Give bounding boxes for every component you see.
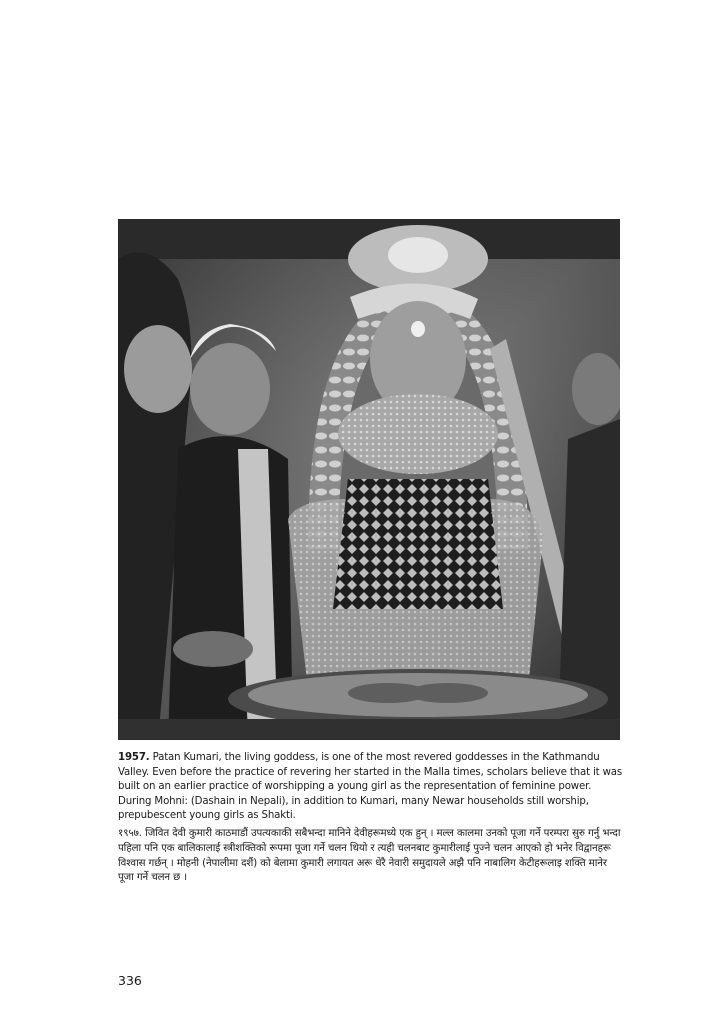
english-caption xyxy=(118,751,623,824)
caption-body: Patan Kumari, the living goddess, is one of the most revered goddesses in the Kathmandu Valley. Even before the practice of revering her started in the Malla times, scholars believe that it was built on an earlier practice of worshipping a young girl as the representation of feminine power. During Mohni: (Dashain in Nepali), in addition to Kumari, many Newar households still worship, prepubescent young girls as Shakti. xyxy=(118,752,623,822)
caption-year: 1957. xyxy=(118,752,150,763)
nepali-caption: १९५७. जिवित देवी कुमारी काठमाडौं उपत्यकाकी सबैभन्दा मानिने देवीहरूमध्ये एक हुन् । मल्ल कालमा उनको पूजा गर्ने परम्परा सुरु गर्नु भन्दा पहिला पनि एक बालिकालाई स्त्रीशक्तिको रूपमा पूजा गर्ने चलन थियो र त्यही चलनबाट कुमारीलाई पुज्ने चलन आएको हो भनेर विद्वानहरू विश्वास गर्छन् । मोहनी (नेपालीमा दशैं) को बेलामा कुमारी लगायत अरू धेरै नेवारी समुदायले अझै पनि नाबालिग केटीहरूलाइ शक्ति मानेर पूजा गर्ने चलन छ । xyxy=(118,828,621,884)
page-number: 336 xyxy=(118,973,142,988)
kumari-photograph xyxy=(118,219,620,740)
